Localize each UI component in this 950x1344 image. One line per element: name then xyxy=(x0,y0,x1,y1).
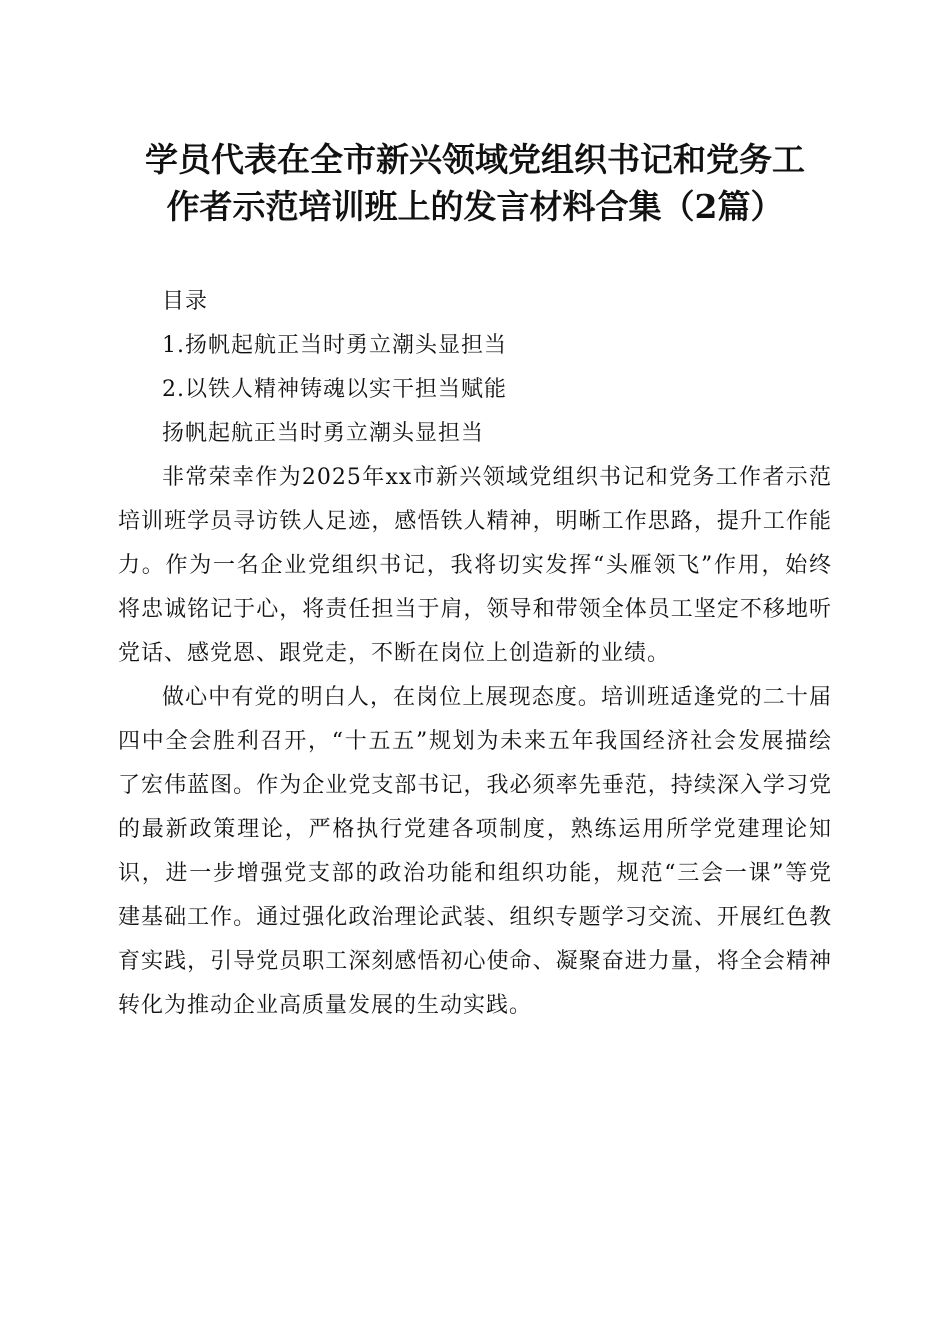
toc-item-1: 1.扬帆起航正当时勇立潮头显担当 xyxy=(162,333,507,358)
document-body xyxy=(118,280,832,1028)
title-line-1: 学员代表在全市新兴领域党组织书记和党务工 xyxy=(145,140,805,179)
body-paragraph: 做心中有党的明白人，在岗位上展现态度。培训班适逢党的二十届四中全会胜利召开，“十五五”规划为未来五年我国经济社会发展描绘了宏伟蓝图。作为企业党支部书记，我必须率先垂范，持续深入学习党的最新政策理论，严格执行党建各项制度，熟练运用所学党建理论知识，进一步增强党支部的政治功能和组织功能，规范“三会一课”等党建基础工作。通过强化政治理论武装、组织专题学习交流、开展红色教育实践，引导党员职工深刻感悟初心使命、凝聚奋进力量，将全会精神转化为推动企业高质量发展的生动实践。 xyxy=(118,685,832,1018)
toc-item-2: 2.以铁人精神铸魂以实干担当赋能 xyxy=(162,377,507,402)
document-title xyxy=(110,136,840,230)
title-line-2: 作者示范培训班上的发言材料合集（2篇） xyxy=(166,187,784,226)
toc-heading: 目录 xyxy=(162,289,209,314)
section-title: 扬帆起航正当时勇立潮头显担当 xyxy=(162,421,485,446)
body-paragraph: 非常荣幸作为2025年xx市新兴领域党组织书记和党务工作者示范培训班学员寻访铁人足迹，感悟铁人精神，明晰工作思路，提升工作能力。作为一名企业党组织书记，我将切实发挥“头雁领飞”作用，始终将忠诚铭记于心，将责任担当于肩，领导和带领全体员工坚定不移地听党话、感党恩、跟党走，不断在岗位上创造新的业绩。 xyxy=(118,465,832,666)
